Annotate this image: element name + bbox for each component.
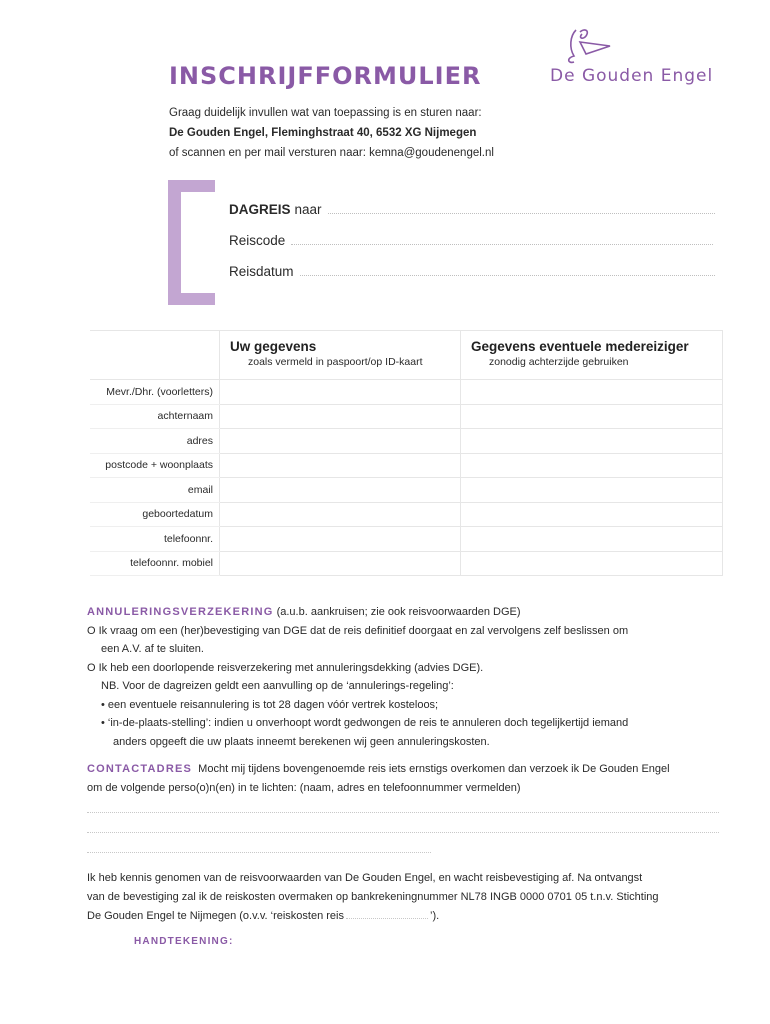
reiscode-label: Reiscode <box>229 233 286 248</box>
column-header-own <box>220 331 461 380</box>
bullet-item: • ‘in-de-plaats-stelling’: indien u onverhoopt wordt gedwongen de reis te annuleren doch tegelijkertijd iemand <box>101 717 629 729</box>
input-cell-companion[interactable] <box>461 527 723 552</box>
terms-acknowledgement <box>87 869 727 926</box>
option-1-checkbox[interactable]: O Ik vraag om een (her)bevestiging van DGE dat de reis definitief doorgaat en zal vervolgens zelf beslissen om <box>87 624 629 637</box>
table-row <box>90 478 723 503</box>
row-label: telefoonnr. mobiel <box>90 551 220 576</box>
reisdatum-input-line[interactable] <box>300 265 715 276</box>
input-cell-own[interactable] <box>220 527 461 552</box>
intro-text: Graag duidelijk invullen wat van toepassing is en sturen naar: <box>169 107 482 119</box>
row-label: Mevr./Dhr. (voorletters) <box>90 380 220 405</box>
option-2-checkbox[interactable]: O Ik heb een doorlopende reisverzekering met annuleringsdekking (advies DGE). <box>87 661 484 674</box>
mailing-address: De Gouden Engel, Fleminghstraat 40, 6532 XG Nijmegen <box>169 127 477 139</box>
input-cell-companion[interactable] <box>461 478 723 503</box>
terms-text: De Gouden Engel te Nijmegen (o.v.v. ‘reiskosten reis <box>87 910 344 922</box>
row-label: email <box>90 478 220 503</box>
dagreis-label: DAGREIS <box>229 202 291 217</box>
reiscode-input-line[interactable] <box>291 234 713 245</box>
column-subtitle-own: zoals vermeld in paspoort/op ID-kaart <box>248 356 423 368</box>
page-title: INSCHRIJFFORMULIER <box>169 62 482 90</box>
input-cell-companion[interactable] <box>461 453 723 478</box>
cancellation-insurance-section <box>87 603 727 751</box>
nb-text: NB. Voor de dagreizen geldt een aanvulling op de ‘annulerings-regeling’: <box>101 680 454 692</box>
reisdatum-field[interactable] <box>229 264 715 284</box>
table-row <box>90 502 723 527</box>
logo <box>548 26 726 92</box>
row-label: telefoonnr. <box>90 527 220 552</box>
input-cell-companion[interactable] <box>461 429 723 454</box>
annulering-note: (a.u.b. aankruisen; zie ook reisvoorwaarden DGE) <box>276 606 521 618</box>
input-cell-own[interactable] <box>220 478 461 503</box>
terms-text-end: ’). <box>430 910 440 922</box>
bullet-item-continued: anders opgeeft die uw plaats inneemt berekenen wij geen annuleringskosten. <box>113 735 490 748</box>
input-cell-own[interactable] <box>220 502 461 527</box>
input-cell-own[interactable] <box>220 404 461 429</box>
logo-text: De Gouden Engel <box>550 66 714 86</box>
table-row <box>90 404 723 429</box>
email-instruction: of scannen en per mail versturen naar: kemna@goudenengel.nl <box>169 147 494 159</box>
reisdatum-label: Reisdatum <box>229 264 294 279</box>
contact-input-line[interactable] <box>87 851 431 853</box>
input-cell-companion[interactable] <box>461 380 723 405</box>
terms-text: Ik heb kennis genomen van de reisvoorwaarden van De Gouden Engel, en wacht reisbevestiging af. Na ontvangst <box>87 872 643 884</box>
option-1-continued: een A.V. af te sluiten. <box>101 643 204 655</box>
bracket-decoration-top <box>168 180 215 192</box>
input-cell-own[interactable] <box>220 429 461 454</box>
input-cell-own[interactable] <box>220 380 461 405</box>
terms-text: van de bevestiging zal ik de reiskosten overmaken op bankrekeningnummer NL78 INGB 0000 0701 05 t.n.v. Stichting <box>87 891 659 903</box>
trip-name-input-line[interactable] <box>346 918 428 919</box>
bracket-decoration <box>168 180 181 305</box>
angel-icon <box>556 26 626 66</box>
contact-heading: CONTACTADRES <box>87 763 193 775</box>
table-row <box>90 453 723 478</box>
contact-text-continued: om de volgende perso(o)n(en) in te lichten: (naam, adres en telefoonnummer vermelden) <box>87 781 521 794</box>
row-label: adres <box>90 429 220 454</box>
column-title-own: Uw gegevens <box>230 339 317 354</box>
contact-input-line[interactable] <box>87 831 719 833</box>
input-cell-companion[interactable] <box>461 502 723 527</box>
input-cell-own[interactable] <box>220 551 461 576</box>
table-row <box>90 429 723 454</box>
column-header-companion <box>461 331 723 380</box>
contact-text: Mocht mij tijdens bovengenoemde reis iets ernstigs overkomen dan verzoek ik De Gouden Engel <box>198 763 670 775</box>
table-row <box>90 380 723 405</box>
reiscode-field[interactable] <box>229 233 713 253</box>
input-cell-companion[interactable] <box>461 404 723 429</box>
table-row <box>90 551 723 576</box>
signature-label: HANDTEKENING: <box>134 936 234 947</box>
input-cell-own[interactable] <box>220 453 461 478</box>
dagreis-field[interactable] <box>229 202 715 222</box>
dagreis-label-suffix: naar <box>294 202 322 217</box>
contact-address-section <box>87 760 727 853</box>
row-label: achternaam <box>90 404 220 429</box>
row-label: postcode + woonplaats <box>90 453 220 478</box>
dagreis-input-line[interactable] <box>328 203 715 214</box>
personal-data-table <box>90 330 723 576</box>
row-label: geboortedatum <box>90 502 220 527</box>
bullet-item: • een eventuele reisannulering is tot 28 dagen vóór vertrek kosteloos; <box>101 698 439 711</box>
annulering-heading: ANNULERINGSVERZEKERING <box>87 606 274 618</box>
table-corner <box>90 331 220 380</box>
contact-input-line[interactable] <box>87 811 719 813</box>
input-cell-companion[interactable] <box>461 551 723 576</box>
bracket-decoration-bottom <box>168 293 215 305</box>
table-row <box>90 527 723 552</box>
column-title-companion: Gegevens eventuele medereiziger <box>471 339 689 354</box>
column-subtitle-companion: zonodig achterzijde gebruiken <box>489 356 629 368</box>
